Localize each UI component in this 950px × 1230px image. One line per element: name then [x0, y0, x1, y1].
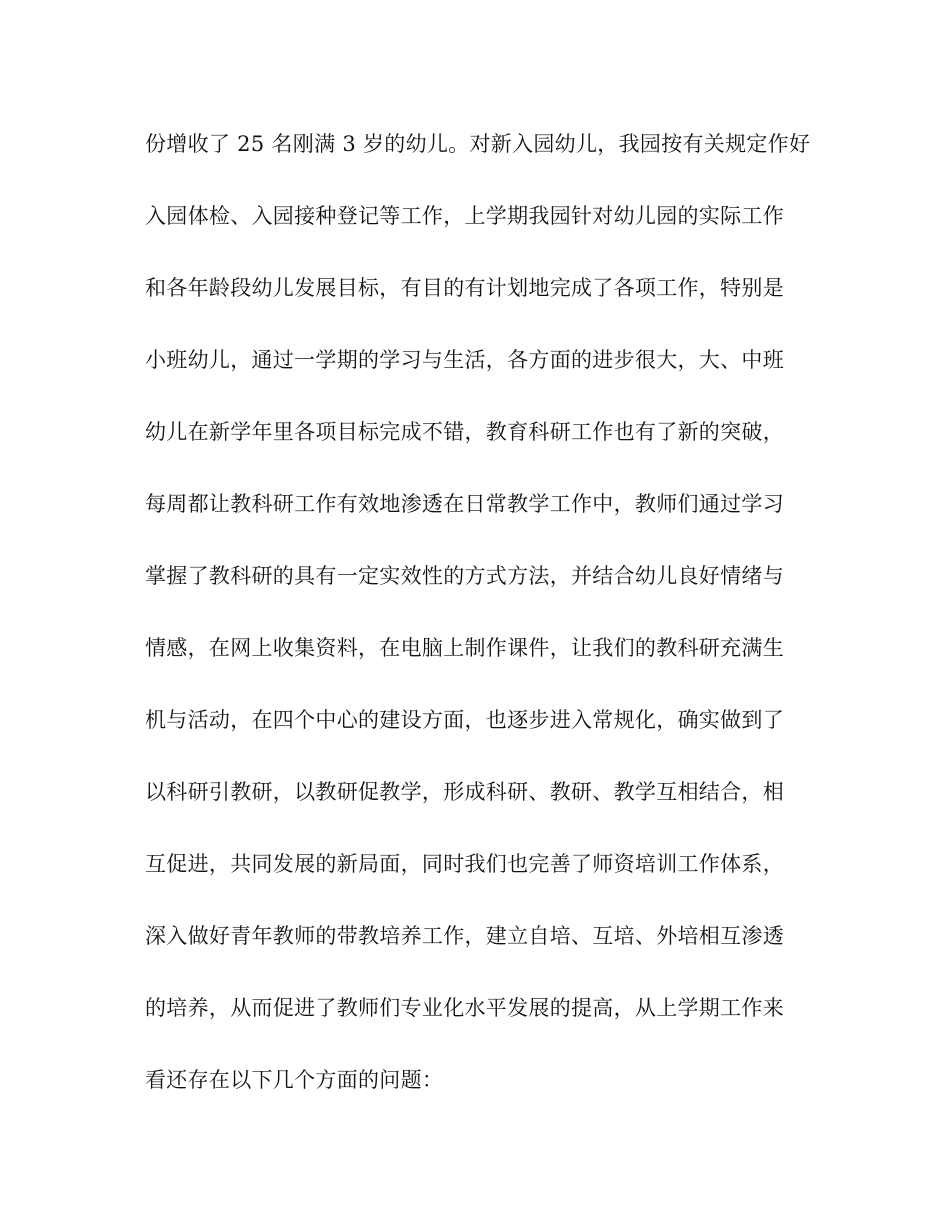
text-line: 幼儿在新学年里各项目标完成不错，教育科研工作也有了新的突破， — [145, 420, 784, 444]
text-line: 深入做好青年教师的带教培养工作，建立自培、互培、外培相互渗透 — [145, 924, 784, 948]
text-line: 每周都让教科研工作有效地渗透在日常教学工作中，教师们通过学习 — [145, 492, 784, 516]
text-line: 和各年龄段幼儿发展目标，有目的有计划地完成了各项工作，特别是 — [145, 276, 784, 300]
text-line: 入园体检、入园接种登记等工作，上学期我园针对幼儿园的实际工作 — [145, 204, 784, 228]
text-line: 情感，在网上收集资料，在电脑上制作课件，让我们的教科研充满生 — [145, 636, 784, 660]
text-line: 小班幼儿，通过一学期的学习与生活，各方面的进步很大，大、中班 — [145, 348, 784, 372]
text-line: 份增收了 25 名刚满 3 岁的幼儿。对新入园幼儿，我园按有关规定作好 — [145, 132, 811, 156]
text-line: 的培养，从而促进了教师们专业化水平发展的提高，从上学期工作来 — [145, 996, 784, 1020]
text-line: 看还存在以下几个方面的问题： — [145, 1068, 444, 1092]
text-line: 以科研引教研，以教研促教学，形成科研、教研、教学互相结合，相 — [145, 780, 784, 804]
text-line: 互促进，共同发展的新局面，同时我们也完善了师资培训工作体系， — [145, 852, 784, 876]
body-paragraph — [145, 124, 825, 1132]
text-line: 掌握了教科研的具有一定实效性的方式方法，并结合幼儿良好情绪与 — [145, 564, 784, 588]
text-line: 机与活动，在四个中心的建设方面，也逐步进入常规化，确实做到了 — [145, 708, 784, 732]
